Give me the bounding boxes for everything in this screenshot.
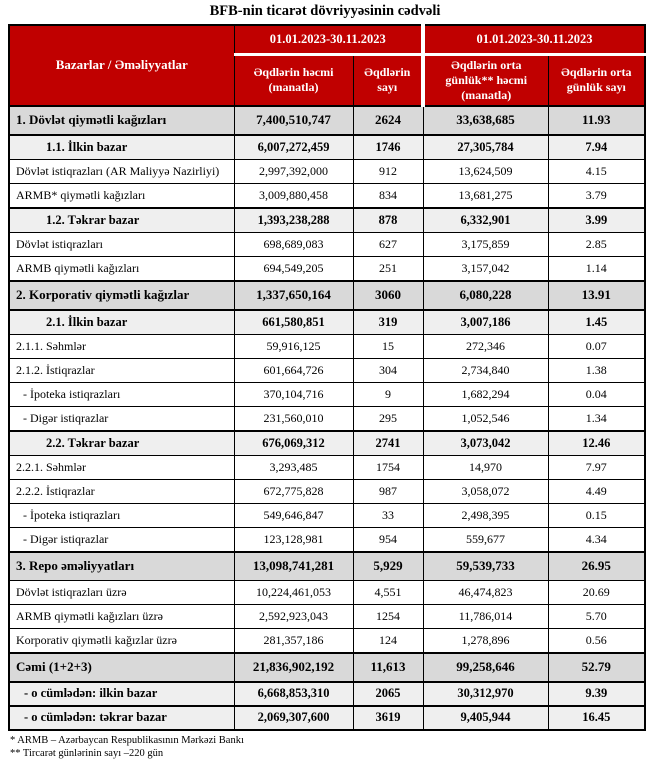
row-label: - Digər istiqrazlar — [9, 407, 234, 431]
cell-avg-daily-count: 0.04 — [548, 383, 645, 407]
cell-avg-daily-volume: 6,332,901 — [423, 208, 548, 233]
cell-avg-daily-volume: 27,305,784 — [423, 135, 548, 160]
cell-deal-count: 1754 — [353, 456, 423, 480]
table-row — [9, 504, 645, 528]
row-label: - Digər istiqrazlar — [9, 528, 234, 552]
cell-avg-daily-count: 1.45 — [548, 310, 645, 335]
cell-avg-daily-volume: 1,682,294 — [423, 383, 548, 407]
cell-avg-daily-volume: 3,175,859 — [423, 233, 548, 257]
cell-deal-volume: 672,775,828 — [234, 480, 353, 504]
cell-deal-count: 15 — [353, 335, 423, 359]
table-row — [9, 456, 645, 480]
footnote-trading-days: ** Tircarət günlərinin sayı –220 gün — [10, 748, 164, 760]
table-row — [9, 581, 645, 605]
cell-deal-volume: 231,560,010 — [234, 407, 353, 431]
row-label: - o cümlədən: ilkin bazar — [9, 682, 234, 706]
table-row — [9, 184, 645, 208]
cell-avg-daily-count: 13.91 — [548, 281, 645, 310]
cell-deal-volume: 3,293,485 — [234, 456, 353, 480]
cell-deal-count: 4,551 — [353, 581, 423, 605]
cell-avg-daily-volume: 1,052,546 — [423, 407, 548, 431]
cell-avg-daily-count: 5.70 — [548, 605, 645, 629]
cell-avg-daily-count: 0.56 — [548, 629, 645, 653]
cell-deal-volume: 698,689,083 — [234, 233, 353, 257]
table-row — [9, 605, 645, 629]
row-label: - o cümlədən: təkrar bazar — [9, 706, 234, 730]
header-row-periods — [9, 25, 645, 54]
cell-avg-daily-volume: 3,058,072 — [423, 480, 548, 504]
row-label: 2.2.1. Səhmlər — [9, 456, 234, 480]
cell-avg-daily-volume: 33,638,685 — [423, 106, 548, 135]
col-header-deal-count: Əqdlərin sayı — [353, 54, 423, 106]
col-header-avg-daily-count: Əqdlərin orta günlük sayı — [548, 54, 645, 106]
cell-avg-daily-count: 26.95 — [548, 552, 645, 581]
cell-deal-count: 2624 — [353, 106, 423, 135]
cell-deal-volume: 1,337,650,164 — [234, 281, 353, 310]
cell-deal-volume: 7,400,510,747 — [234, 106, 353, 135]
row-label: 1.1. İlkin bazar — [9, 135, 234, 160]
cell-avg-daily-volume: 2,498,395 — [423, 504, 548, 528]
table-row — [9, 257, 645, 281]
cell-deal-count: 9 — [353, 383, 423, 407]
row-label: Dövlət istiqrazları üzrə — [9, 581, 234, 605]
row-label: 2.1.1. Səhmlər — [9, 335, 234, 359]
cell-avg-daily-count: 12.46 — [548, 431, 645, 456]
cell-deal-volume: 59,916,125 — [234, 335, 353, 359]
cell-avg-daily-count: 20.69 — [548, 581, 645, 605]
page-title: BFB-nin ticarət dövriyyəsinin cədvəli — [209, 3, 441, 19]
table-row — [9, 208, 645, 233]
row-label: 2.2. Təkrar bazar — [9, 431, 234, 456]
row-label: 1. Dövlət qiymətli kağızları — [9, 106, 234, 135]
table-row — [9, 310, 645, 335]
cell-avg-daily-count: 1.34 — [548, 407, 645, 431]
row-label: Dövlət istiqrazları — [9, 233, 234, 257]
cell-avg-daily-count: 11.93 — [548, 106, 645, 135]
row-label: 3. Repo əməliyyatları — [9, 552, 234, 581]
cell-deal-count: 251 — [353, 257, 423, 281]
cell-avg-daily-volume: 272,346 — [423, 335, 548, 359]
row-label: Cəmi (1+2+3) — [9, 653, 234, 682]
cell-deal-volume: 694,549,205 — [234, 257, 353, 281]
table-row — [9, 383, 645, 407]
cell-avg-daily-count: 9.39 — [548, 682, 645, 706]
cell-deal-count: 627 — [353, 233, 423, 257]
cell-avg-daily-volume: 59,539,733 — [423, 552, 548, 581]
row-label: Korporativ qiymətli kağızlar üzrə — [9, 629, 234, 653]
cell-deal-count: 11,613 — [353, 653, 423, 682]
cell-deal-volume: 370,104,716 — [234, 383, 353, 407]
cell-deal-count: 124 — [353, 629, 423, 653]
cell-deal-count: 33 — [353, 504, 423, 528]
footnote-armb: * ARMB – Azərbaycan Respublikasının Mərkəzi Bankı — [10, 734, 244, 746]
cell-deal-count: 834 — [353, 184, 423, 208]
cell-avg-daily-count: 7.94 — [548, 135, 645, 160]
cell-deal-volume: 2,592,923,043 — [234, 605, 353, 629]
table-row — [9, 135, 645, 160]
row-label: ARMB qiymətli kağızları üzrə — [9, 605, 234, 629]
cell-deal-count: 1746 — [353, 135, 423, 160]
cell-avg-daily-volume: 6,080,228 — [423, 281, 548, 310]
cell-deal-volume: 3,009,880,458 — [234, 184, 353, 208]
cell-avg-daily-volume: 30,312,970 — [423, 682, 548, 706]
table-row — [9, 682, 645, 706]
cell-deal-count: 878 — [353, 208, 423, 233]
cell-avg-daily-volume: 11,786,014 — [423, 605, 548, 629]
cell-avg-daily-volume: 1,278,896 — [423, 629, 548, 653]
cell-deal-count: 295 — [353, 407, 423, 431]
table-row — [9, 281, 645, 310]
cell-deal-count: 319 — [353, 310, 423, 335]
cell-deal-count: 912 — [353, 160, 423, 184]
table-row — [9, 407, 645, 431]
row-label: - İpoteka istiqrazları — [9, 383, 234, 407]
cell-avg-daily-volume: 14,970 — [423, 456, 548, 480]
row-label: 2.1. İlkin bazar — [9, 310, 234, 335]
table-row — [9, 106, 645, 135]
corner-header-markets-operations: Bazarlar / Əməliyyatlar — [9, 25, 234, 106]
cell-avg-daily-volume: 13,624,509 — [423, 160, 548, 184]
cell-deal-volume: 13,098,741,281 — [234, 552, 353, 581]
row-label: ARMB* qiymətli kağızları — [9, 184, 234, 208]
cell-avg-daily-count: 2.85 — [548, 233, 645, 257]
period-header-2: 01.01.2023-30.11.2023 — [423, 25, 645, 54]
cell-avg-daily-count: 16.45 — [548, 706, 645, 730]
table-row — [9, 552, 645, 581]
table-row — [9, 335, 645, 359]
cell-deal-volume: 549,646,847 — [234, 504, 353, 528]
row-label: 2.2.2. İstiqrazlar — [9, 480, 234, 504]
cell-deal-count: 5,929 — [353, 552, 423, 581]
cell-deal-volume: 601,664,726 — [234, 359, 353, 383]
table-row — [9, 528, 645, 552]
cell-deal-volume: 123,128,981 — [234, 528, 353, 552]
table-row — [9, 653, 645, 682]
cell-avg-daily-count: 7.97 — [548, 456, 645, 480]
cell-deal-volume: 6,668,853,310 — [234, 682, 353, 706]
cell-avg-daily-volume: 13,681,275 — [423, 184, 548, 208]
cell-deal-count: 3060 — [353, 281, 423, 310]
period-header-1: 01.01.2023-30.11.2023 — [234, 25, 423, 54]
cell-deal-count: 304 — [353, 359, 423, 383]
table-header — [9, 25, 645, 106]
cell-avg-daily-volume: 559,677 — [423, 528, 548, 552]
table-row — [9, 629, 645, 653]
cell-deal-volume: 10,224,461,053 — [234, 581, 353, 605]
cell-deal-count: 987 — [353, 480, 423, 504]
cell-avg-daily-count: 0.07 — [548, 335, 645, 359]
row-label: 2.1.2. İstiqrazlar — [9, 359, 234, 383]
row-label: Dövlət istiqrazları (AR Maliyyə Nazirliyi) — [9, 160, 234, 184]
cell-avg-daily-count: 1.38 — [548, 359, 645, 383]
cell-deal-volume: 21,836,902,192 — [234, 653, 353, 682]
cell-avg-daily-volume: 3,007,186 — [423, 310, 548, 335]
cell-avg-daily-volume: 2,734,840 — [423, 359, 548, 383]
cell-avg-daily-count: 3.99 — [548, 208, 645, 233]
cell-deal-count: 954 — [353, 528, 423, 552]
row-label: 2. Korporativ qiymətli kağızlar — [9, 281, 234, 310]
turnover-table — [8, 24, 646, 731]
col-header-deal-volume: Əqdlərin həcmi (manatla) — [234, 54, 353, 106]
cell-avg-daily-volume: 3,073,042 — [423, 431, 548, 456]
table-row — [9, 706, 645, 730]
table-body — [9, 106, 645, 730]
row-label: ARMB qiymətli kağızları — [9, 257, 234, 281]
cell-deal-volume: 6,007,272,459 — [234, 135, 353, 160]
cell-deal-volume: 676,069,312 — [234, 431, 353, 456]
cell-avg-daily-count: 4.34 — [548, 528, 645, 552]
cell-avg-daily-count: 4.15 — [548, 160, 645, 184]
cell-deal-volume: 2,069,307,600 — [234, 706, 353, 730]
table-row — [9, 233, 645, 257]
cell-avg-daily-count: 1.14 — [548, 257, 645, 281]
cell-deal-volume: 661,580,851 — [234, 310, 353, 335]
cell-avg-daily-count: 3.79 — [548, 184, 645, 208]
cell-avg-daily-volume: 3,157,042 — [423, 257, 548, 281]
cell-deal-count: 3619 — [353, 706, 423, 730]
cell-avg-daily-count: 4.49 — [548, 480, 645, 504]
cell-deal-count: 1254 — [353, 605, 423, 629]
table-row — [9, 431, 645, 456]
cell-avg-daily-volume: 99,258,646 — [423, 653, 548, 682]
footnotes — [10, 734, 650, 761]
cell-avg-daily-count: 0.15 — [548, 504, 645, 528]
col-header-avg-daily-volume: Əqdlərin orta günlük** həcmi (manatla) — [423, 54, 548, 106]
table-row — [9, 160, 645, 184]
row-label: - İpoteka istiqrazları — [9, 504, 234, 528]
table-row — [9, 480, 645, 504]
cell-avg-daily-volume: 46,474,823 — [423, 581, 548, 605]
cell-avg-daily-volume: 9,405,944 — [423, 706, 548, 730]
cell-deal-volume: 281,357,186 — [234, 629, 353, 653]
cell-deal-count: 2741 — [353, 431, 423, 456]
table-row — [9, 359, 645, 383]
cell-deal-volume: 1,393,238,288 — [234, 208, 353, 233]
cell-deal-count: 2065 — [353, 682, 423, 706]
cell-deal-volume: 2,997,392,000 — [234, 160, 353, 184]
cell-avg-daily-count: 52.79 — [548, 653, 645, 682]
row-label: 1.2. Təkrar bazar — [9, 208, 234, 233]
